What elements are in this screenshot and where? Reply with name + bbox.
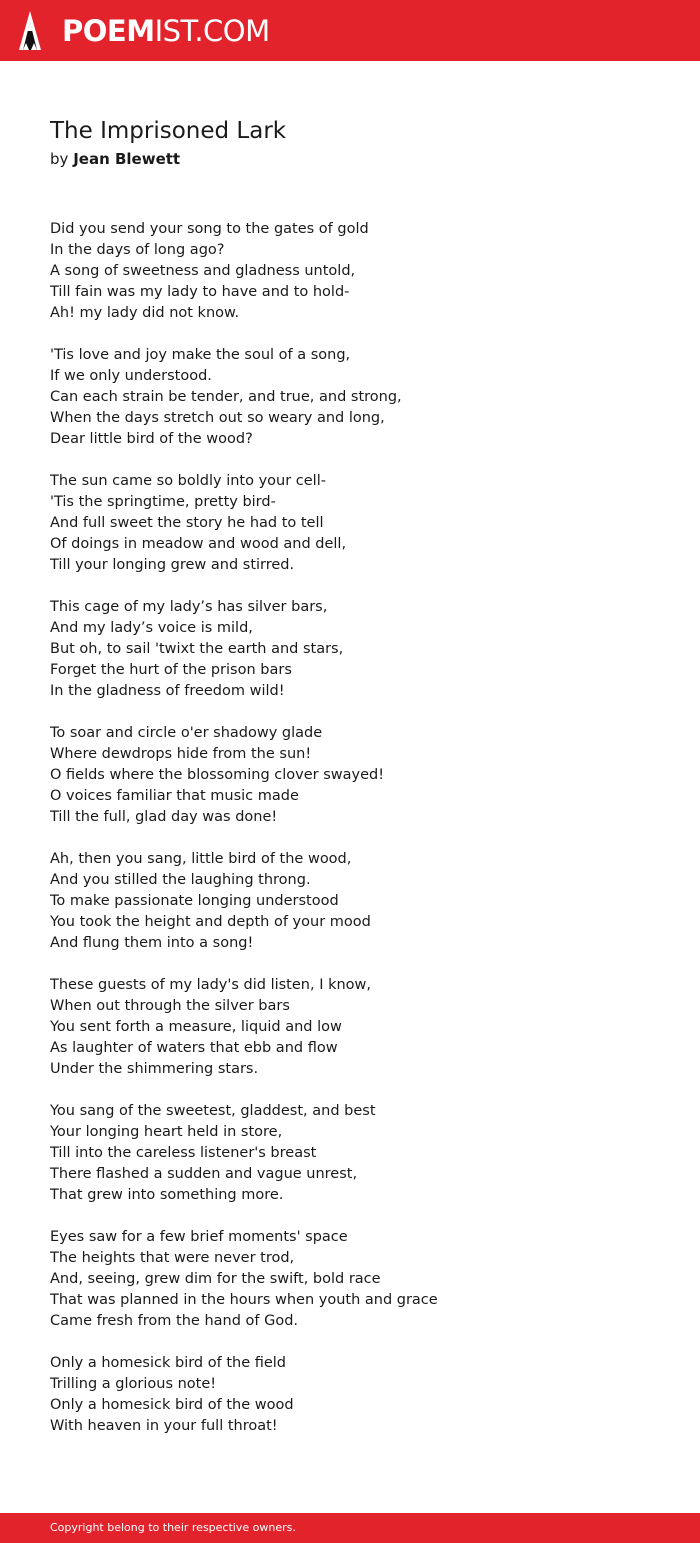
copyright-text: Copyright belong to their respective owners.: [50, 1521, 296, 1534]
poem-line: This cage of my lady’s has silver bars,: [50, 599, 328, 615]
poem-line: 'Tis the springtime, pretty bird-: [50, 494, 276, 510]
poem-stanza: [50, 219, 650, 324]
logo-bold-part: POEM: [62, 14, 155, 48]
poem-line: Till the full, glad day was done!: [50, 809, 278, 825]
poem-line: Till your longing grew and stirred.: [50, 557, 295, 573]
poem-stanza: [50, 1227, 650, 1332]
logo-light-part: IST.COM: [154, 14, 270, 48]
poem-line: And flung them into a song!: [50, 935, 254, 951]
poem-line: And you stilled the laughing throng.: [50, 872, 311, 888]
poem-stanza: [50, 849, 650, 954]
site-footer: [0, 1513, 700, 1543]
poem-line: O voices familiar that music made: [50, 788, 299, 804]
poem-line: These guests of my lady's did listen, I know,: [50, 977, 372, 993]
poem-stanza: [50, 597, 650, 702]
poem-line: You took the height and depth of your mood: [50, 914, 371, 930]
poem-line: If we only understood.: [50, 368, 212, 384]
poem-line: Till into the careless listener's breast: [50, 1145, 317, 1161]
poem-stanza: [50, 345, 650, 450]
poem-body: [50, 219, 650, 1458]
poem-line: Only a homesick bird of the wood: [50, 1397, 294, 1413]
poem-line: Till fain was my lady to have and to hold-: [50, 284, 350, 300]
by-label: by: [50, 150, 69, 168]
pencil-icon: [18, 10, 42, 52]
poem-line: You sang of the sweetest, gladdest, and best: [50, 1103, 376, 1119]
poem-line: Forget the hurt of the prison bars: [50, 662, 292, 678]
poem-line: Can each strain be tender, and true, and strong,: [50, 389, 402, 405]
poem-line: Came fresh from the hand of God.: [50, 1313, 299, 1329]
poem-line: The heights that were never trod,: [50, 1250, 295, 1266]
poem-line: And, seeing, grew dim for the swift, bold race: [50, 1271, 381, 1287]
poem-line: Under the shimmering stars.: [50, 1061, 259, 1077]
poem-line: As laughter of waters that ebb and flow: [50, 1040, 338, 1056]
poem-stanza: [50, 1101, 650, 1206]
poem-line: Eyes saw for a few brief moments' space: [50, 1229, 348, 1245]
author-name: Jean Blewett: [73, 150, 181, 168]
poem-stanza: [50, 1353, 650, 1437]
poem-title: The Imprisoned Lark: [50, 118, 287, 144]
poem-line: 'Tis love and joy make the soul of a song,: [50, 347, 351, 363]
poem-line: Dear little bird of the wood?: [50, 431, 253, 447]
site-logo-link[interactable]: [18, 10, 270, 52]
poem-line: When the days stretch out so weary and long,: [50, 410, 385, 426]
poem-line: And full sweet the story he had to tell: [50, 515, 324, 531]
poem-stanza: [50, 723, 650, 828]
poem-line: When out through the silver bars: [50, 998, 290, 1014]
poem-line: You sent forth a measure, liquid and low: [50, 1019, 342, 1035]
site-logo-text: [62, 10, 270, 52]
poem-line: The sun came so boldly into your cell-: [50, 473, 326, 489]
poem-line: To make passionate longing understood: [50, 893, 339, 909]
poem-line: A song of sweetness and gladness untold,: [50, 263, 356, 279]
poem-line: But oh, to sail 'twixt the earth and stars,: [50, 641, 344, 657]
poem-line: Ah, then you sang, little bird of the wood,: [50, 851, 352, 867]
site-header: [0, 0, 700, 61]
poem-line: Did you send your song to the gates of gold: [50, 221, 369, 237]
poem-line: Ah! my lady did not know.: [50, 305, 240, 321]
poem-line: To soar and circle o'er shadowy glade: [50, 725, 323, 741]
poem-line: O fields where the blossoming clover swayed!: [50, 767, 385, 783]
poem-line: In the gladness of freedom wild!: [50, 683, 285, 699]
poem-line: And my lady’s voice is mild,: [50, 620, 253, 636]
poem-line: Only a homesick bird of the field: [50, 1355, 287, 1371]
poem-line: That grew into something more.: [50, 1187, 284, 1203]
poem-stanza: [50, 471, 650, 576]
poem-line: Trilling a glorious note!: [50, 1376, 217, 1392]
poem-line: That was planned in the hours when youth and grace: [50, 1292, 438, 1308]
poem-line: There flashed a sudden and vague unrest,: [50, 1166, 358, 1182]
poem-stanza: [50, 975, 650, 1080]
poem-line: With heaven in your full throat!: [50, 1418, 278, 1434]
poem-line: Where dewdrops hide from the sun!: [50, 746, 312, 762]
poem-line: Of doings in meadow and wood and dell,: [50, 536, 347, 552]
poem-byline: [50, 148, 180, 170]
poem-line: Your longing heart held in store,: [50, 1124, 283, 1140]
poem-line: In the days of long ago?: [50, 242, 225, 258]
